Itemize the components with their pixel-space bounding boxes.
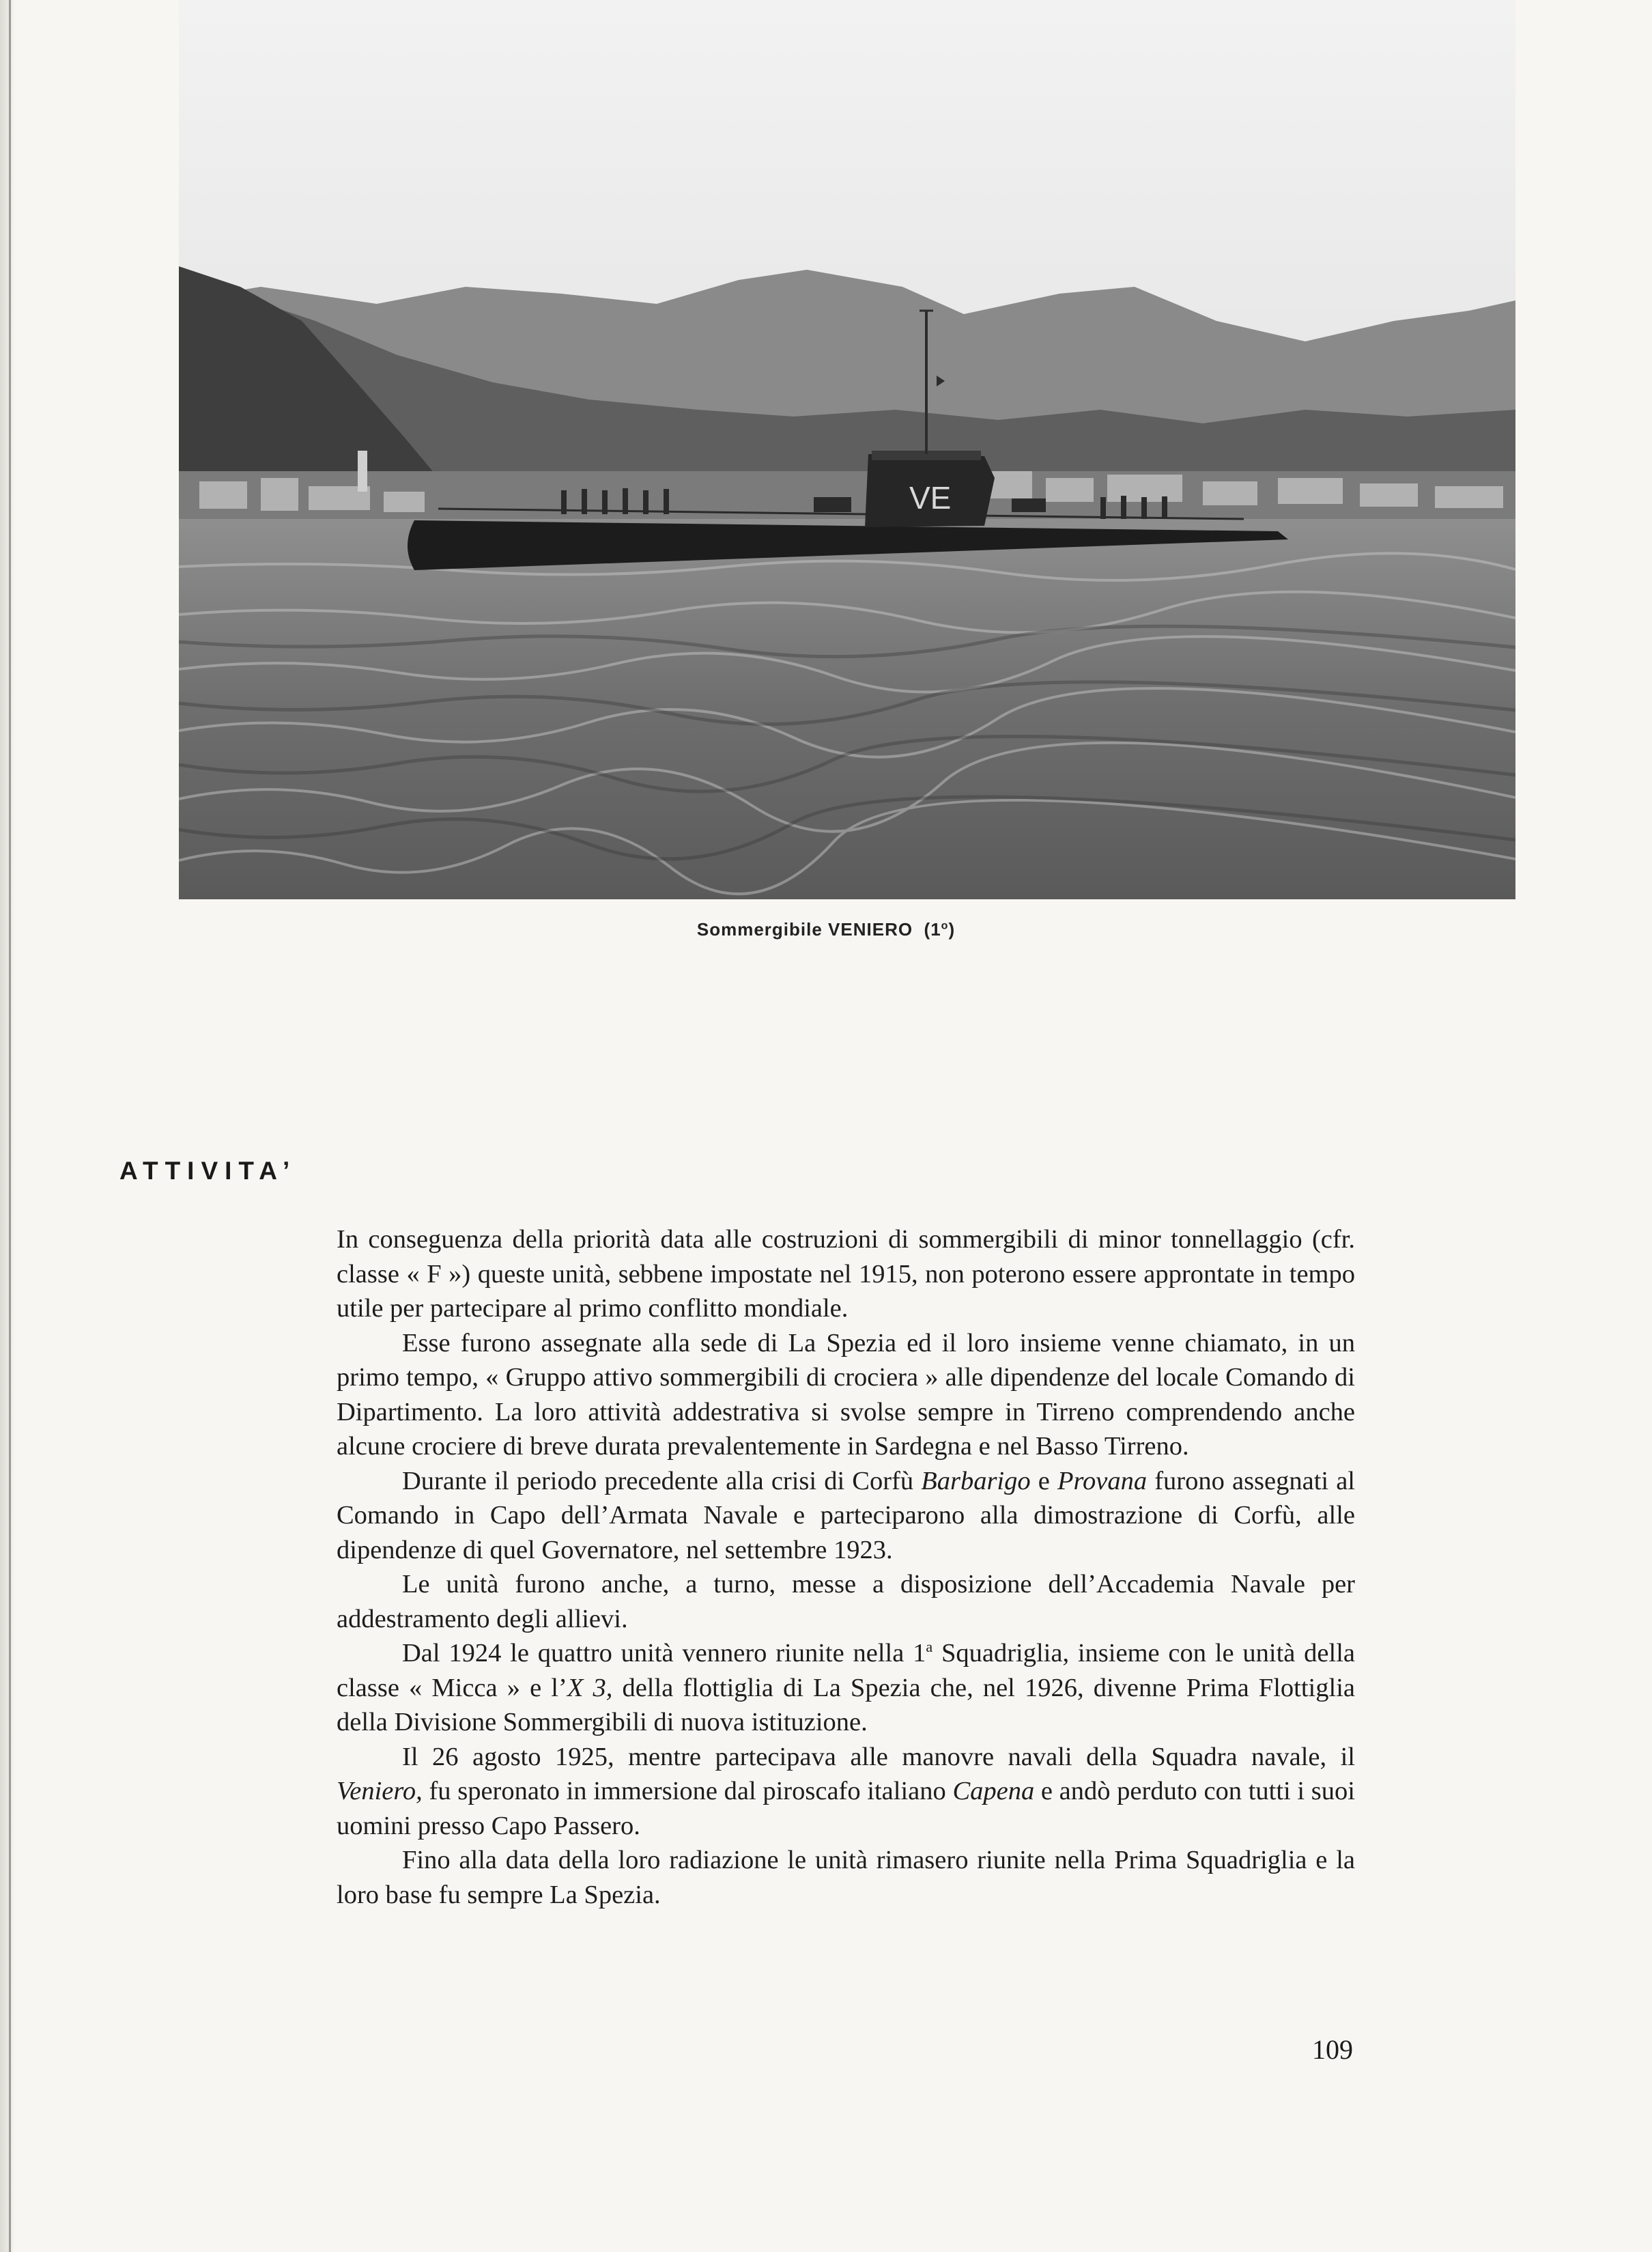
ship-name-x3: X 3, xyxy=(567,1673,613,1702)
ordinal-superscript: a xyxy=(926,1638,933,1656)
submarine-photograph xyxy=(179,0,1515,899)
paragraph-6-text: fu speronato in immersione dal piroscafo italiano xyxy=(422,1777,953,1805)
paragraph-3-text: furono assegnati al Comando in Capo dell’Armata Navale e parteciparono alla dimostrazione di Corfù, alle dipendenze di quel Governatore, nel settembre 1923. xyxy=(337,1466,1355,1564)
paragraph-7: Fino alla data della loro radiazione le unità rimasero riunite nella Prima Squadriglia e la loro base fu sempre La Spezia. xyxy=(337,1846,1355,1909)
page-binding-edge xyxy=(0,0,15,2252)
paragraph-6-text: e andò perduto con tutti i suoi uomini presso Capo Passero. xyxy=(337,1777,1355,1840)
paragraph-5-text: Squadriglia, insieme con le unità della classe « Micca » e l’ xyxy=(337,1639,1355,1702)
caption-ordinal-close: ) xyxy=(948,919,956,940)
paragraph-5-text: Dal 1924 le quattro unità vennero riunite nella 1 xyxy=(402,1639,926,1667)
page-number: 109 xyxy=(1312,2034,1353,2065)
paragraph-5 xyxy=(337,1636,1355,1740)
section-title: ATTIVITA’ xyxy=(119,1157,297,1185)
paragraph-6-text: Il 26 agosto 1925, mentre partecipava alle manovre navali della Squadra navale, il xyxy=(402,1742,1355,1771)
caption-ordinal-sup: o xyxy=(941,920,949,932)
paragraph-3-text: Durante il periodo precedente alla crisi di Corfù xyxy=(402,1466,922,1495)
ship-name-provana: Provana xyxy=(1057,1466,1148,1495)
hull-marking: VE xyxy=(909,480,952,516)
paragraph-4: Le unità furono anche, a turno, messe a disposizione dell’Accademia Navale per addestramento degli allievi. xyxy=(337,1570,1355,1633)
paragraph-6 xyxy=(337,1740,1355,1844)
ship-name-capena: Capena xyxy=(952,1777,1035,1805)
paragraph-3-text: e xyxy=(1030,1466,1057,1495)
ship-name-barbarigo: Barbarigo xyxy=(921,1466,1031,1495)
paragraph-5-text: della flottiglia di La Spezia che, nel 1926, divenne Prima Flottiglia della Divisione Sommergibili di nuova istituzione. xyxy=(337,1673,1355,1736)
paragraph-1: In conseguenza della priorità data alle costruzioni di sommergibili di minor tonnellaggio (cfr. classe « F ») queste unità, sebbene impostate nel 1915, non poterono essere approntate in tempo utile per partecipare al primo conflitto mondiale. xyxy=(337,1225,1355,1323)
ship-name-veniero: Veniero, xyxy=(337,1777,423,1805)
paragraph-2: Esse furono assegnate alla sede di La Spezia ed il loro insieme venne chiamato, in un primo tempo, « Gruppo attivo sommergibili di crociera » alle dipendenze del locale Comando di Dipartimento. La loro attività addestrativa si svolse sempre in Tirreno comprendendo anche alcune crociere di breve durata prevalentemente in Sardegna e nel Basso Tirreno. xyxy=(337,1328,1355,1461)
caption-ordinal: (1 xyxy=(924,919,941,940)
paragraph-3 xyxy=(337,1464,1355,1568)
figure-caption xyxy=(0,919,1652,940)
caption-text: Sommergibile VENIERO xyxy=(696,919,913,940)
body-text xyxy=(337,1222,1355,1912)
